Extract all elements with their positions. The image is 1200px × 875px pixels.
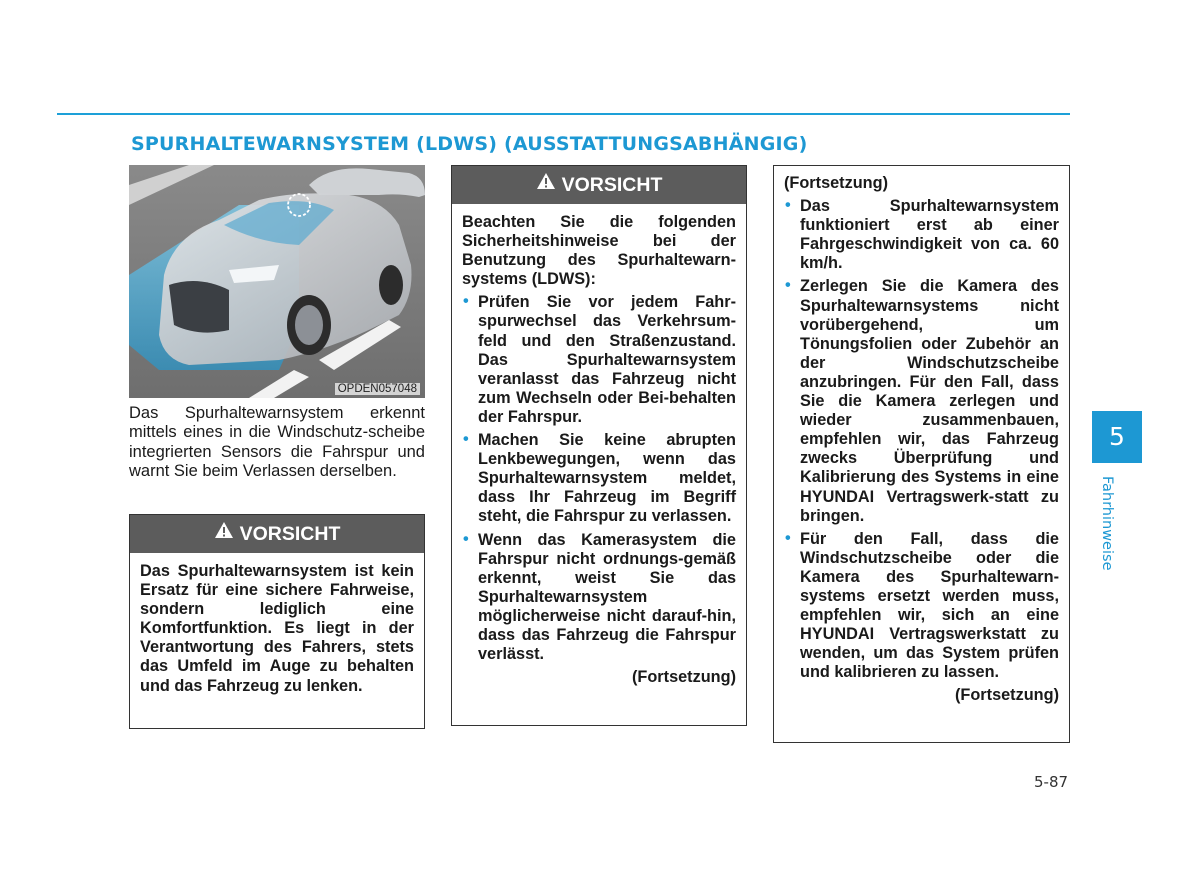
- bullet-icon: •: [463, 529, 469, 548]
- bullet-icon: •: [785, 196, 791, 215]
- list-item: • Für den Fall, dass die Windschutzscheibe oder die Kamera des Spurhaltewarn-systems ersetzt werden muss, empfehlen wir, sich an eine HYUNDAI Vertragswerkstatt zu wenden, um das System prüfen und kalibrieren zu lassen.: [785, 528, 1059, 682]
- bullet-icon: •: [463, 292, 469, 311]
- chapter-name-vertical: [1093, 476, 1123, 586]
- caution-box-continued: [773, 165, 1070, 743]
- figure-code: OPDEN057048: [335, 383, 420, 395]
- caution-header: [130, 515, 424, 553]
- intro-paragraph: Das Spurhaltewarnsystem erkennt mittels eines in die Windschutz-scheibe integrierten Sensors die Fahrspur und warnt Sie beim Verlassen derselben.: [129, 404, 425, 480]
- caution-heading: VORSICHT: [239, 523, 341, 545]
- list-item: • Zerlegen Sie die Kamera des Spurhaltewarnsystems nicht vorübergehend, um Tönungsfolien oder Zubehör an der Windschutzscheibe anzubringen. Für den Fall, dass Sie die Kamera zerlegen und wieder zusammenbauen, empfehlen wir, das Fahrzeug zwecks Überprüfung und Kalibrierung des Systems in eine HYUNDAI Vertragswerk-statt zu bringen.: [785, 276, 1059, 525]
- list-item: • Das Spurhaltewarnsystem funktioniert erst ab einer Fahrgeschwindigkeit von ca. 60 km/h.: [785, 196, 1059, 273]
- caution-box-2: [451, 165, 747, 726]
- caution-text: Das Spurhaltewarnsystem ist kein Ersatz für eine sichere Fahrweise, sondern lediglich eine Komfortfunktion. Es liegt in der Verantwortung des Fahrers, stets das Umfeld im Auge zu behalten und das Fahrzeug zu lenken.: [140, 562, 414, 695]
- list-item: • Prüfen Sie vor jedem Fahr-spurwechsel das Verkehrsum-feld und den Straßenzustand. Das Spurhaltewarnsystem veranlasst das Fahrzeug nicht zum Wechseln oder Bei-behalten der Fahrspur.: [463, 292, 736, 426]
- chapter-number-tab: 5: [1092, 411, 1142, 463]
- caution-box-1: [129, 514, 425, 729]
- list-item: • Machen Sie keine abrupten Lenkbewegungen, wenn das Spurhaltewarnsystem meldet, dass Ihr Fahrzeug im Begriff steht, die Fahrspur zu verlassen.: [463, 430, 736, 526]
- continuation-note: (Fortsetzung): [632, 668, 736, 687]
- continuation-lead: (Fortsetzung): [784, 174, 888, 192]
- chapter-name: Fahrhinweise: [1099, 476, 1115, 571]
- top-rule: [57, 113, 1070, 115]
- continuation-note: (Fortsetzung): [955, 686, 1059, 705]
- car-camera-illustration: [129, 165, 425, 398]
- warning-triangle-icon: [214, 514, 234, 552]
- caution-header: [452, 166, 746, 204]
- section-title: SPURHALTEWARNSYSTEM (LDWS) (AUSSTATTUNGSABHÄNGIG): [131, 133, 808, 155]
- caution-intro: Beachten Sie die folgenden Sicherheitshinweise bei der Benutzung des Spurhaltewarn-systems (LDWS):: [462, 213, 736, 289]
- caution-heading: VORSICHT: [561, 174, 663, 196]
- bullet-icon: •: [785, 276, 791, 295]
- bullet-icon: •: [785, 528, 791, 547]
- list-item: • Wenn das Kamerasystem die Fahrspur nicht ordnungs-gemäß erkennt, weist Sie das Spurhaltewarnsystem möglicherweise nicht darauf-hin, dass das Fahrzeug die Fahrspur verlässt.: [463, 529, 736, 664]
- car-illustration: [129, 165, 425, 398]
- warning-triangle-icon: [536, 165, 556, 203]
- bullet-icon: •: [463, 430, 469, 449]
- page-number: 5-87: [1034, 773, 1069, 791]
